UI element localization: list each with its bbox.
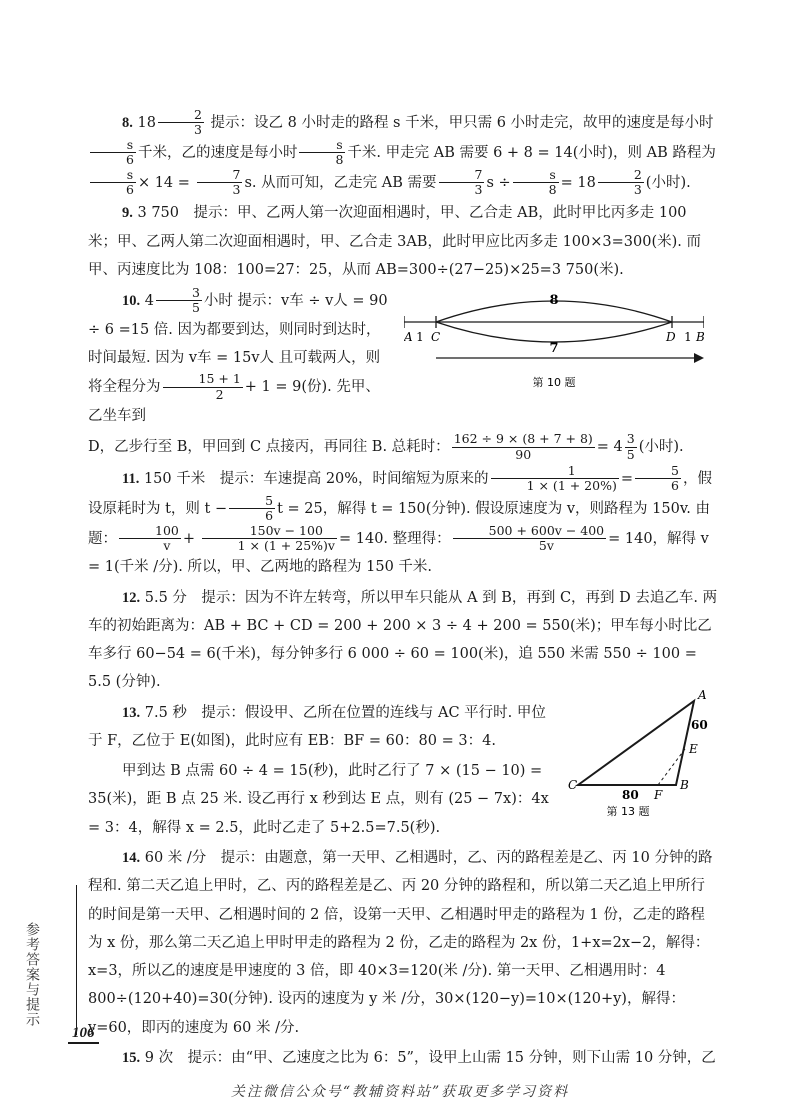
answer-10-row <box>88 286 718 432</box>
numerator: 1 <box>491 464 619 479</box>
page-number: 106 <box>68 1025 99 1044</box>
denominator: 3 <box>474 181 483 197</box>
fraction <box>453 524 606 554</box>
denominator: 6 <box>671 478 679 494</box>
denominator: 5 <box>626 446 635 462</box>
answer-12 <box>88 584 718 697</box>
denominator: 5 <box>191 300 200 316</box>
denominator: v <box>163 537 171 553</box>
numerator: 500 + 600v − 400 <box>453 524 606 539</box>
denominator: 5v <box>538 537 554 553</box>
fraction <box>635 464 681 494</box>
numerator: 7 <box>197 168 243 183</box>
denominator: 2 <box>215 386 224 402</box>
numerator: 5 <box>229 494 275 509</box>
answer-14-text: 60 米 /分 提示：由题意，第一天甲、乙相遇时，乙、丙的路程差是乙、丙 10 分钟的路程和. 第二天乙追上甲时，乙、丙的路程差是乙、丙 20 分钟的路程和，所以第二天乙追上甲所行的时间是第一天甲、乙相遇时间的 2 倍，设第一天甲、乙相遇时甲走的路程为 1 份，乙走的路程为 x 份，那么第二天乙追上甲时甲走的路程为 2 份，乙走的路程为 2x 份，1+x=2x−2，解得：x=3，所以乙的速度是甲速度的 3 倍，即 40×3=120(米 /分). 第一天甲、乙相遇用时：4 800÷(120+40)=30(分钟). 设丙的速度为 y 米 /分，30×(120−y)=10×(120+y)，解得：y=60，即丙的速度为 60 米 /分. <box>88 850 713 1036</box>
label-c: C <box>568 777 578 792</box>
answer-8-text-3: 千米. 甲走完 AB 需要 6 + 8 = 14(小时)，则 AB 路程为 <box>347 144 716 161</box>
answer-10-text-3: D，乙步行至 B，甲回到 C 点接丙，再同往 B. 总耗时： <box>88 439 450 456</box>
numerator: 3 <box>156 286 202 301</box>
numerator: s <box>90 168 136 183</box>
figure-10 <box>404 286 718 391</box>
label-1-right: 1 <box>684 330 692 345</box>
answer-11-text-2: = <box>620 470 634 487</box>
fraction <box>202 524 337 554</box>
answer-8-fraction <box>158 108 204 138</box>
answer-10-continued <box>88 432 718 462</box>
answer-13-text-column <box>88 699 558 842</box>
numerator: 150v − 100 <box>202 524 337 539</box>
answer-12-number: 12. <box>122 589 141 606</box>
answer-9-text: 3 750 提示：甲、乙两人第一次迎面相遇时，甲、乙合走 AB，此时甲比丙多走 100 米；甲、乙两人第二次迎面相遇时，甲、乙合走 3AB，此时甲应比丙多走 100×3=300(米). 而甲、丙速度比为 108：100=27：25，从而 AB=300÷(27−25)×25=3 750(米). <box>88 205 701 278</box>
triangle-acb <box>578 701 694 785</box>
denominator: 6 <box>265 508 274 524</box>
denominator: 1 × (1 + 20%) <box>526 478 617 494</box>
fraction <box>452 432 595 462</box>
answer-9 <box>88 199 718 284</box>
denominator: 6 <box>126 181 134 197</box>
answer-11-text-1: 150 千米 提示：车速提高 20%，时间缩短为原来的 <box>143 470 489 487</box>
answer-8-whole: 18 <box>137 114 156 131</box>
figure-13-diagram <box>568 687 718 819</box>
answer-11-text-6: = 140. 整理得： <box>338 530 451 547</box>
footer-note: 关注微信公众号“教辅资料站”获取更多学习资料 <box>230 1084 570 1100</box>
side-cb-length: 80 <box>622 787 639 802</box>
answer-10-number: 10. <box>122 292 141 309</box>
side-ab-length: 60 <box>691 717 708 732</box>
answer-8-text-1: 提示：设乙 8 小时走的路程 s 千米，甲只需 6 小时走完，故甲的速度是每小时 <box>210 114 714 131</box>
arc-lower <box>436 322 672 342</box>
answer-10-whole: 4 <box>144 292 154 309</box>
answer-8-text-4: × 14 = <box>137 174 190 191</box>
denominator: 8 <box>548 181 557 197</box>
fraction <box>299 138 345 168</box>
label-d: D <box>666 330 676 345</box>
answer-10-value <box>144 285 233 316</box>
denominator: 3 <box>633 181 642 197</box>
answer-8-text-7: = 18 <box>560 174 596 191</box>
figure-10-caption: 第 10 题 <box>532 376 576 390</box>
label-c: C <box>431 330 441 345</box>
answer-15-text: 9 次 提示：由“甲、乙速度之比为 6：5”，设甲上山需 15 分钟，则下山需 10 分钟，乙 <box>144 1049 716 1066</box>
fraction <box>156 286 202 316</box>
fraction <box>90 138 136 168</box>
answer-14 <box>88 844 718 1042</box>
answer-8-text-2: 千米，乙的速度是每小时 <box>137 144 298 161</box>
answer-11-text-7: = 140，解得 v = 1(千米 /分). 所以，甲、乙两地的路程为 150 千米. <box>88 530 709 576</box>
figure-13-caption: 第 13 题 <box>606 804 650 818</box>
numerator: s <box>299 138 345 153</box>
answer-11-text-5: + <box>182 530 196 547</box>
answer-10 <box>88 286 388 430</box>
answer-13-line-1: 7.5 秒 提示：假设甲、乙所在位置的连线与 AC 平行时. 甲位于 F，乙位于 E(如图)，此时应有 EB：BF = 60：80 = 3：4. <box>88 704 546 749</box>
answer-13-line-2: 甲到达 B 点需 60 ÷ 4 = 15(秒)，此时乙行了 7 × (15 − 10) = 35(米)，距 B 点 25 米. 设乙再行 x 秒到达 E 点，则有 (25 − 7x)：4x = 3：4，解得 x = 2.5，此时乙走了 5+2.5=7.5(秒). <box>88 763 549 836</box>
answer-11-text-4: t = 25，解得 t = 150(分钟). 假设原速度为 v，则路程为 150v. 由题： <box>88 500 711 547</box>
answer-13 <box>88 699 558 756</box>
answer-8-text-8: (小时). <box>645 174 691 191</box>
numerator: 5 <box>635 464 681 479</box>
answer-10-text-4: = 4 <box>596 439 623 456</box>
answer-11 <box>88 464 718 582</box>
fraction <box>439 168 485 198</box>
answer-10-text-5: (小时). <box>638 439 684 456</box>
answer-8 <box>88 108 718 197</box>
fraction <box>513 168 559 198</box>
denominator: 6 <box>126 152 134 168</box>
answer-8-number: 8. <box>122 114 133 131</box>
label-f: F <box>654 787 663 802</box>
label-a: A <box>404 330 413 345</box>
fraction <box>491 464 619 494</box>
answer-13-block <box>88 687 718 842</box>
answer-13-cont <box>88 757 558 842</box>
fraction <box>625 432 637 462</box>
answer-13-number: 13. <box>122 704 141 721</box>
answer-8-text-6: s ÷ <box>486 174 511 191</box>
answer-15 <box>88 1044 718 1072</box>
numerator: 162 ÷ 9 × (8 + 7 + 8) <box>453 431 593 447</box>
label-b: B <box>680 777 689 792</box>
label-e: E <box>689 741 698 756</box>
answer-11-number: 11. <box>122 470 140 487</box>
figure-10-diagram <box>404 286 704 391</box>
figure-13 <box>568 687 718 829</box>
fraction <box>229 494 275 524</box>
fraction <box>598 168 644 198</box>
numerator: 100 <box>119 524 181 539</box>
numerator: 2 <box>158 108 204 123</box>
answer-11-text-3: ，假设原耗时为 t，则 t − <box>88 470 712 517</box>
numerator: 15 + 1 <box>163 372 243 387</box>
label-1-left: 1 <box>416 330 424 345</box>
denominator: 3 <box>193 122 202 138</box>
denominator: 8 <box>335 152 344 168</box>
label-b: B <box>696 330 704 345</box>
denominator: 90 <box>515 446 532 462</box>
answer-9-number: 9. <box>122 205 133 222</box>
answer-8-value <box>137 107 210 138</box>
fraction <box>197 168 243 198</box>
label-a: A <box>698 687 707 702</box>
label-7: 7 <box>549 341 559 357</box>
answer-12-text: 5.5 分 提示：因为不许左转弯，所以甲车只能从 A 到 B，再到 C，再到 D 去追乙车. 两车的初始距离为：AB + BC + CD = 200 + 200 × 3 ÷ 4 + 200 = 550(米)；甲车每小时比乙车多行 60−54 = 6(千米)，每分钟多行 6 000 ÷ 60 = 100(米)，追 550 米需 550 ÷ 100 = 5.5 (分钟). <box>88 589 718 691</box>
answer-10-unit: 小时 <box>203 292 233 309</box>
denominator: 3 <box>232 181 241 197</box>
content <box>88 108 718 1074</box>
side-section-label: 参考答案与提示 <box>24 922 40 1027</box>
fraction <box>119 524 181 554</box>
side-tab-frame <box>40 885 77 1035</box>
answer-10-text-2: + 1 = 9(份). 先甲、乙坐车到 <box>88 379 380 425</box>
fraction <box>90 168 136 198</box>
answer-15-number: 15. <box>122 1049 141 1066</box>
numerator: 3 <box>626 431 635 447</box>
fraction <box>163 372 243 402</box>
numerator: s <box>513 168 559 183</box>
answer-10-text-1: 提示：v车 ÷ v人 = 90 ÷ 6 =15 倍. 因为都要到达，则同时到达时，时间最短. 因为 v车 = 15v人 且可载两人，则将全程分为 <box>88 292 388 396</box>
numerator: s <box>90 138 136 153</box>
numerator: 2 <box>598 168 644 183</box>
numerator: 7 <box>439 168 485 183</box>
label-8: 8 <box>549 293 559 309</box>
answer-14-number: 14. <box>122 850 141 866</box>
arrow-head <box>694 353 704 363</box>
answer-8-text-5: s. 从而可知，乙走完 AB 需要 <box>244 174 437 191</box>
denominator: 1 × (1 + 25%)v <box>237 537 335 553</box>
